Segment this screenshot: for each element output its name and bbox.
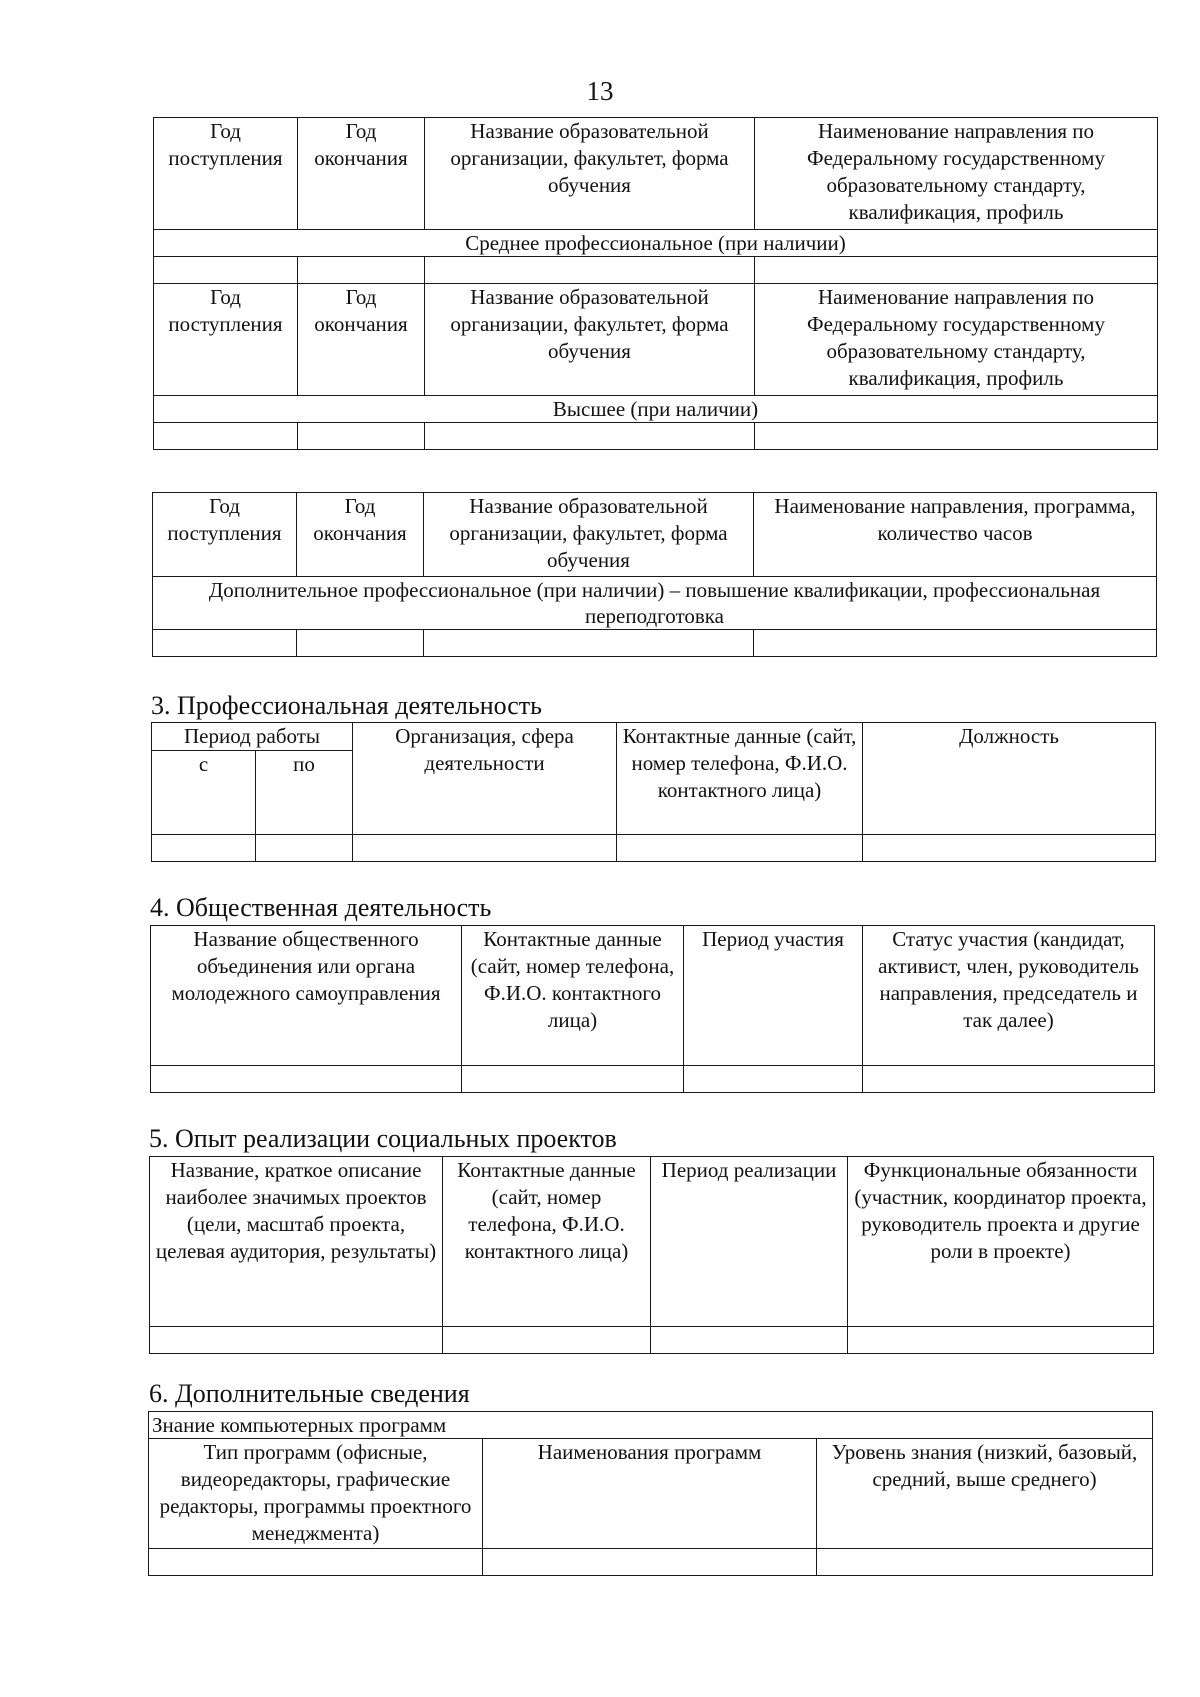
col-knowledge-level: Уровень знания (низкий, базовый, средний, выше среднего)	[817, 1439, 1153, 1549]
section-4-heading: 4. Общественная деятельность	[150, 893, 492, 922]
input-cell[interactable]	[425, 257, 755, 284]
col-contacts: Контактные данные (сайт, номер телефона, Ф.И.О. контактного лица)	[443, 1157, 651, 1327]
col-work-period: Период работы	[152, 723, 353, 751]
col-association-name: Название общественного объединения или органа молодежного самоуправления	[151, 926, 462, 1066]
secondary-education-row	[154, 257, 1158, 284]
computer-programs-subheading: Знание компьютерных программ	[149, 1412, 1153, 1439]
input-cell[interactable]	[651, 1327, 848, 1354]
input-cell[interactable]	[848, 1327, 1154, 1354]
col-to: по	[256, 751, 353, 835]
col-year-in: Год поступления	[154, 118, 298, 230]
col-project-name: Название, краткое описание наиболее значимых проектов (цели, масштаб проекта, целевая аудитория, результаты)	[150, 1157, 443, 1327]
input-cell[interactable]	[684, 1066, 863, 1093]
col-program-names: Наименования программ	[483, 1439, 817, 1549]
page-number: 13	[586, 76, 614, 106]
section-5-heading: 5. Опыт реализации социальных проектов	[149, 1124, 617, 1153]
higher-education-row	[154, 423, 1158, 450]
input-cell[interactable]	[152, 835, 256, 862]
input-cell[interactable]	[151, 1066, 462, 1093]
input-cell[interactable]	[298, 423, 425, 450]
social-projects-row	[150, 1327, 1154, 1354]
computer-skills-row	[149, 1549, 1153, 1576]
higher-education-label: Высшее (при наличии)	[154, 396, 1158, 423]
col-organization: Организация, сфера деятельности	[353, 723, 617, 835]
public-activity-row	[151, 1066, 1155, 1093]
col-org: Название образовательной организации, факультет, форма обучения	[425, 118, 755, 230]
col-program-type: Тип программ (офисные, видеоредакторы, графические редакторы, программы проектного менеджмента)	[149, 1439, 483, 1549]
col-org: Название образовательной организации, факультет, форма обучения	[424, 493, 754, 577]
input-cell[interactable]	[425, 423, 755, 450]
additional-education-row	[153, 630, 1157, 657]
section-6-heading: 6. Дополнительные сведения	[149, 1379, 470, 1408]
input-cell[interactable]	[256, 835, 353, 862]
input-cell[interactable]	[817, 1549, 1153, 1576]
input-cell[interactable]	[424, 630, 754, 657]
col-position: Должность	[863, 723, 1156, 835]
input-cell[interactable]	[154, 423, 298, 450]
secondary-education-label: Среднее профессиональное (при наличии)	[154, 230, 1158, 257]
col-from: с	[152, 751, 256, 835]
professional-activity-row	[152, 835, 1156, 862]
public-activity-table	[150, 925, 1154, 1093]
input-cell[interactable]	[443, 1327, 651, 1354]
input-cell[interactable]	[462, 1066, 684, 1093]
col-participation-status: Статус участия (кандидат, активист, член, руководитель направления, председатель и так далее)	[863, 926, 1155, 1066]
input-cell[interactable]	[297, 630, 424, 657]
input-cell[interactable]	[617, 835, 863, 862]
col-functional-duties: Функциональные обязанности (участник, координатор проекта, руководитель проекта и другие роли в проекте)	[848, 1157, 1154, 1327]
input-cell[interactable]	[754, 630, 1157, 657]
input-cell[interactable]	[483, 1549, 817, 1576]
col-direction: Наименование направления по Федеральному государственному образовательному стандарту, квалификация, профиль	[755, 284, 1158, 396]
col-year-out: Год окончания	[298, 284, 425, 396]
col-participation-period: Период участия	[684, 926, 863, 1066]
input-cell[interactable]	[149, 1549, 483, 1576]
additional-education-table	[152, 492, 1156, 657]
col-year-out: Год окончания	[298, 118, 425, 230]
input-cell[interactable]	[863, 1066, 1155, 1093]
col-year-in: Год поступления	[153, 493, 297, 577]
input-cell[interactable]	[755, 257, 1158, 284]
input-cell[interactable]	[154, 257, 298, 284]
input-cell[interactable]	[863, 835, 1156, 862]
input-cell[interactable]	[298, 257, 425, 284]
col-direction: Наименование направления, программа, количество часов	[754, 493, 1157, 577]
section-3-heading: 3. Профессиональная деятельность	[151, 691, 543, 720]
col-contacts: Контактные данные (сайт, номер телефона, Ф.И.О. контактного лица)	[617, 723, 863, 835]
col-implementation-period: Период реализации	[651, 1157, 848, 1327]
input-cell[interactable]	[150, 1327, 443, 1354]
input-cell[interactable]	[153, 630, 297, 657]
col-year-in: Год поступления	[154, 284, 298, 396]
col-org: Название образовательной организации, факультет, форма обучения	[425, 284, 755, 396]
additional-education-label: Дополнительное профессиональное (при наличии) – повышение квалификации, профессиональная переподготовка	[153, 577, 1157, 630]
col-year-out: Год окончания	[297, 493, 424, 577]
social-projects-table	[149, 1156, 1153, 1354]
professional-activity-table	[151, 722, 1155, 862]
education-table	[153, 117, 1157, 450]
col-contacts: Контактные данные (сайт, номер телефона, Ф.И.О. контактного лица)	[462, 926, 684, 1066]
col-direction: Наименование направления по Федеральному государственному образовательному стандарту, квалификация, профиль	[755, 118, 1158, 230]
computer-skills-table	[148, 1411, 1152, 1576]
input-cell[interactable]	[755, 423, 1158, 450]
input-cell[interactable]	[353, 835, 617, 862]
